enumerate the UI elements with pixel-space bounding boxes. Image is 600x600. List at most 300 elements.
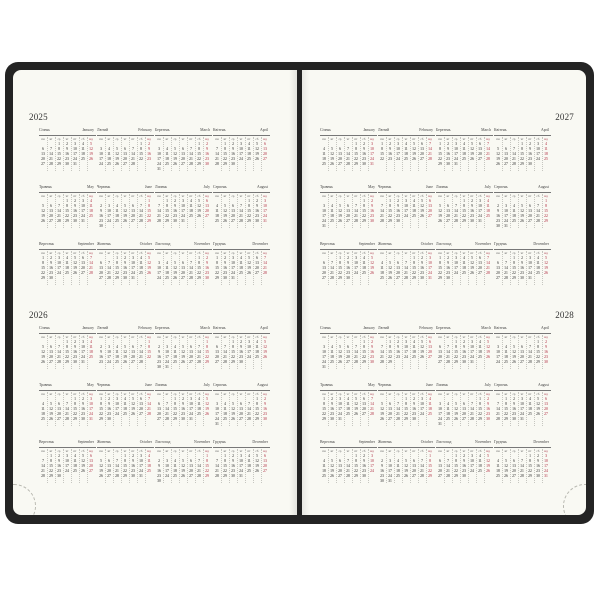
day-cell: 14 [504, 266, 508, 270]
day-cell: 4 [224, 402, 226, 406]
weekday-label: пн [99, 449, 103, 453]
weekday-label: чт [65, 449, 69, 453]
day-cell: 13 [338, 464, 342, 468]
day-cell: 4 [248, 142, 250, 146]
day-cell: 8 [42, 261, 44, 265]
weekday-label: пт [131, 251, 135, 255]
day-cell: 10 [73, 147, 77, 151]
day-cell: 10 [370, 459, 374, 463]
day-cell: 14 [41, 464, 45, 468]
day-cell: 7 [90, 256, 92, 260]
weekday-label: ср [173, 392, 177, 396]
day-cell: 1 [323, 397, 325, 401]
day-cell: 6 [206, 199, 208, 203]
day-cell: 23 [362, 157, 366, 161]
day-cell: 7 [58, 204, 60, 208]
day-cell: 24 [139, 469, 143, 473]
day-cell: 27 [338, 162, 342, 166]
day-cell: 12 [73, 261, 77, 265]
day-cell: 26 [41, 219, 45, 223]
weekday-label: пт [131, 392, 135, 396]
weekday-label: сб [255, 251, 259, 255]
day-cell: 1 [74, 397, 76, 401]
day-cell: 26 [496, 162, 500, 166]
day-cell: 26 [420, 214, 424, 218]
day-cell: 7 [140, 204, 142, 208]
day-cell: 1 [463, 199, 465, 203]
day-cell: 26 [89, 157, 93, 161]
weekday-label: сб [362, 137, 366, 141]
day-cell: 17 [239, 152, 243, 156]
day-cell: 9 [58, 459, 60, 463]
day-cell: 30 [362, 162, 366, 166]
day-cell: 4 [513, 204, 515, 208]
day-cell: 9 [363, 147, 365, 151]
day-cell: 19 [338, 355, 342, 359]
day-cell: 14 [139, 209, 143, 213]
day-cell: 22 [223, 469, 227, 473]
day-cell: 14 [107, 266, 111, 270]
month-name-en: May [87, 383, 94, 387]
day-cell: 22 [454, 469, 458, 473]
day-cell: 23 [99, 360, 103, 364]
day-cell: 6 [132, 345, 134, 349]
day-cell: 1 [216, 256, 218, 260]
day-cell: 4 [363, 256, 365, 260]
day-cell: 27 [428, 355, 432, 359]
day-cell: 24 [338, 412, 342, 416]
day-cell: 13 [49, 350, 53, 354]
day-cell: 12 [49, 407, 53, 411]
day-cell: 10 [189, 402, 193, 406]
day-cell: 4 [148, 454, 150, 458]
day-cell: 10 [496, 350, 500, 354]
month-header-rule [213, 192, 270, 193]
day-cell: 17 [247, 350, 251, 354]
weekday-label: сб [478, 392, 482, 396]
weekday-label: вт [330, 137, 334, 141]
month-september [39, 440, 97, 484]
day-cell: 18 [65, 266, 69, 270]
day-cell: 6 [439, 459, 441, 463]
weekday-label: вт [388, 251, 392, 255]
weekday-label: сб [197, 449, 201, 453]
weekday-label: пн [99, 251, 103, 255]
day-cell: 15 [99, 407, 103, 411]
weekday-label: ср [396, 449, 400, 453]
day-cell: 5 [331, 459, 333, 463]
day-cell: 25 [247, 469, 251, 473]
weekday-label: нд [205, 137, 209, 141]
day-cell: 15 [428, 464, 432, 468]
month-october [97, 440, 155, 484]
weekday-label: ср [173, 194, 177, 198]
day-cell: 7 [429, 142, 431, 146]
day-cell: 2 [331, 397, 333, 401]
day-cell: 16 [107, 407, 111, 411]
day-cell: 21 [470, 412, 474, 416]
weekday-label: ср [512, 251, 516, 255]
month-name-uk: Лютий [378, 128, 390, 132]
day-cell: 23 [370, 214, 374, 218]
day-cell: 17 [107, 355, 111, 359]
day-cell: 17 [454, 152, 458, 156]
day-cell: 29 [57, 162, 61, 166]
day-cell: 14 [189, 152, 193, 156]
day-cell: 8 [413, 261, 415, 265]
day-cell: 22 [362, 355, 366, 359]
weekday-label: пт [354, 137, 358, 141]
day-cell: 19 [354, 407, 358, 411]
day-cell: 22 [454, 355, 458, 359]
day-cell: 24 [454, 157, 458, 161]
day-cell: 27 [123, 162, 127, 166]
day-cell: 20 [189, 469, 193, 473]
day-cell: 27 [81, 271, 85, 275]
day-cell: 16 [346, 266, 350, 270]
day-cell: 31 [338, 417, 342, 421]
month-header-rule [39, 333, 96, 334]
weekday-label: вт [107, 194, 111, 198]
day-cell: 9 [381, 464, 383, 468]
day-cell: 29 [478, 417, 482, 421]
day-cell: 1 [363, 199, 365, 203]
month-name-en: June [426, 383, 433, 387]
day-cell: 28 [486, 157, 490, 161]
day-cell: 10 [388, 464, 392, 468]
day-cell: 17 [428, 266, 432, 270]
day-cell: 8 [339, 261, 341, 265]
day-cell: 16 [231, 464, 235, 468]
day-cell: 2 [58, 454, 60, 458]
day-cell: 24 [536, 157, 540, 161]
day-cell: 23 [157, 474, 161, 478]
day-cell: 19 [420, 350, 424, 354]
weekday-label: ср [454, 137, 458, 141]
day-cell: 14 [486, 147, 490, 151]
day-cell: 2 [447, 142, 449, 146]
day-cell: 16 [263, 407, 267, 411]
weekday-label: чт [462, 137, 466, 141]
day-cell: 17 [496, 355, 500, 359]
day-cell: 30 [362, 474, 366, 478]
weekday-label: сб [536, 335, 540, 339]
weekday-label: ср [231, 194, 235, 198]
day-cell: 23 [205, 157, 209, 161]
day-cell: 9 [421, 261, 423, 265]
day-cell: 7 [505, 261, 507, 265]
weekday-label: чт [520, 251, 524, 255]
day-cell: 6 [439, 345, 441, 349]
day-cell: 26 [41, 360, 45, 364]
day-cell: 10 [354, 261, 358, 265]
day-cell: 25 [536, 271, 540, 275]
day-cell: 5 [339, 204, 341, 208]
day-cell: 11 [107, 152, 111, 156]
month-october [378, 242, 436, 286]
month-march [155, 326, 213, 370]
day-cell: 12 [247, 261, 251, 265]
day-cell: 22 [380, 157, 384, 161]
day-cell: 3 [439, 402, 441, 406]
day-cell: 18 [380, 271, 384, 275]
month-header-rule [320, 249, 377, 250]
month-name-uk: Листопад [155, 440, 171, 444]
weekday-label: пн [157, 194, 161, 198]
day-cell: 16 [157, 469, 161, 473]
day-cell: 19 [173, 157, 177, 161]
day-cell: 26 [486, 355, 490, 359]
month-header [436, 383, 494, 390]
day-cell: 5 [339, 345, 341, 349]
day-cell: 24 [81, 355, 85, 359]
day-cell: 28 [346, 162, 350, 166]
day-cell: 31 [181, 219, 185, 223]
day-cell: 13 [131, 350, 135, 354]
day-cell: 2 [158, 459, 160, 463]
month-july [155, 185, 213, 229]
day-cell: 1 [116, 256, 118, 260]
day-cell: 4 [479, 454, 481, 458]
day-cell: 30 [49, 276, 53, 280]
day-cell: 5 [232, 402, 234, 406]
month-name-en: December [533, 440, 549, 444]
day-cell: 25 [380, 276, 384, 280]
day-cell: 8 [405, 402, 407, 406]
day-cell: 12 [41, 209, 45, 213]
weekday-label: сб [255, 449, 259, 453]
day-cell: 9 [158, 464, 160, 468]
day-cell: 14 [520, 464, 524, 468]
weekday-label: нд [263, 194, 267, 198]
day-cell: 12 [205, 402, 209, 406]
weekday-label: чт [520, 449, 524, 453]
day-cell: 25 [404, 157, 408, 161]
day-cell: 30 [123, 276, 127, 280]
day-cell: 17 [354, 266, 358, 270]
weekday-label: нд [428, 449, 432, 453]
day-cell: 18 [73, 464, 77, 468]
day-cell: 15 [147, 350, 151, 354]
day-cell: 17 [470, 464, 474, 468]
day-cell: 13 [181, 266, 185, 270]
day-cell: 20 [157, 412, 161, 416]
day-cell: 26 [223, 219, 227, 223]
day-cell: 12 [263, 345, 267, 349]
day-cell: 8 [58, 147, 60, 151]
day-cell: 4 [256, 340, 258, 344]
day-cell: 6 [42, 147, 44, 151]
day-cell: 3 [100, 147, 102, 151]
weekday-label: нд [263, 392, 267, 396]
day-cell: 9 [371, 345, 373, 349]
day-cell: 22 [231, 355, 235, 359]
month-header [494, 185, 552, 192]
day-cell: 5 [413, 142, 415, 146]
month-header [155, 242, 213, 249]
day-cell: 29 [49, 474, 53, 478]
day-cell: 3 [405, 199, 407, 203]
weekday-label: вт [49, 137, 53, 141]
weekday-label: вт [223, 335, 227, 339]
month-header [97, 128, 155, 135]
day-cell: 1 [439, 256, 441, 260]
month-header [39, 185, 97, 192]
month-header [213, 185, 271, 192]
weekday-label: ср [338, 335, 342, 339]
day-cell: 8 [140, 147, 142, 151]
day-cell: 3 [90, 397, 92, 401]
day-cell: 17 [388, 469, 392, 473]
weekday-label: вт [165, 392, 169, 396]
day-cell: 21 [446, 355, 450, 359]
day-cell: 2 [421, 256, 423, 260]
month-header-rule [494, 390, 551, 391]
day-cell: 20 [478, 266, 482, 270]
weekday-label: нд [428, 137, 432, 141]
day-cell: 4 [347, 397, 349, 401]
day-cell: 8 [529, 459, 531, 463]
day-cell: 23 [223, 271, 227, 275]
month-header-rule [155, 135, 212, 136]
day-cell: 21 [263, 266, 267, 270]
weekday-label: чт [123, 449, 127, 453]
day-cell: 20 [504, 157, 508, 161]
weekday-label: сб [81, 449, 85, 453]
month-header-rule [213, 390, 270, 391]
day-cell: 12 [486, 459, 490, 463]
day-cell: 30 [157, 479, 161, 483]
day-cell: 22 [139, 157, 143, 161]
weekday-label: пн [157, 137, 161, 141]
weekday-label: чт [346, 335, 350, 339]
day-cell: 4 [216, 204, 218, 208]
day-cell: 21 [396, 412, 400, 416]
day-cell: 19 [181, 355, 185, 359]
day-cell: 11 [65, 261, 69, 265]
day-cell: 9 [347, 261, 349, 265]
day-cell: 14 [346, 464, 350, 468]
day-cell: 25 [330, 219, 334, 223]
day-cell: 25 [81, 157, 85, 161]
day-cell: 11 [544, 147, 548, 151]
day-cell: 4 [505, 345, 507, 349]
weekday-label: чт [239, 137, 243, 141]
day-cell: 16 [470, 209, 474, 213]
day-cell: 3 [339, 397, 341, 401]
day-cell: 18 [139, 266, 143, 270]
day-cell: 17 [239, 464, 243, 468]
day-cell: 18 [173, 469, 177, 473]
day-cell: 27 [420, 157, 424, 161]
weekday-label: пн [380, 251, 384, 255]
day-cell: 7 [58, 345, 60, 349]
day-cell: 21 [330, 271, 334, 275]
day-cell: 21 [107, 271, 111, 275]
day-cell: 18 [247, 464, 251, 468]
day-cell: 11 [239, 261, 243, 265]
day-cell: 18 [428, 407, 432, 411]
weekday-label: сб [478, 194, 482, 198]
day-cell: 14 [512, 152, 516, 156]
day-cell: 22 [438, 157, 442, 161]
day-cell: 16 [362, 464, 366, 468]
day-cell: 1 [224, 142, 226, 146]
weekday-label: чт [239, 449, 243, 453]
day-cell: 12 [197, 204, 201, 208]
day-cell: 9 [50, 261, 52, 265]
weekday-label: нд [205, 392, 209, 396]
day-cell: 29 [512, 276, 516, 280]
weekday-label: вт [223, 137, 227, 141]
month-name-uk: Грудень [213, 242, 226, 246]
day-cell: 18 [478, 350, 482, 354]
day-cell: 5 [148, 256, 150, 260]
weekday-label: чт [65, 335, 69, 339]
day-cell: 11 [362, 261, 366, 265]
day-cell: 10 [454, 261, 458, 265]
day-cell: 8 [216, 261, 218, 265]
day-cell: 9 [174, 204, 176, 208]
day-cell: 2 [347, 256, 349, 260]
day-cell: 23 [528, 157, 532, 161]
month-november [155, 440, 213, 484]
day-cell: 25 [65, 271, 69, 275]
day-cell: 18 [123, 407, 127, 411]
weekday-label: ср [115, 392, 119, 396]
day-cell: 7 [381, 204, 383, 208]
day-cell: 13 [89, 459, 93, 463]
day-cell: 6 [323, 261, 325, 265]
weekday-label: чт [462, 194, 466, 198]
day-cell: 11 [173, 350, 177, 354]
day-cell: 14 [470, 407, 474, 411]
day-cell: 4 [90, 199, 92, 203]
month-header-rule [320, 447, 377, 448]
day-cell: 25 [89, 214, 93, 218]
weekday-label: нд [370, 392, 374, 396]
day-cell: 7 [158, 204, 160, 208]
month-april [494, 128, 552, 172]
day-cell: 7 [447, 459, 449, 463]
day-cell: 25 [147, 469, 151, 473]
day-cell: 29 [99, 417, 103, 421]
day-cell: 16 [330, 407, 334, 411]
weekday-label: пт [528, 335, 532, 339]
day-cell: 1 [521, 142, 523, 146]
day-cell: 30 [512, 417, 516, 421]
day-cell: 15 [139, 152, 143, 156]
day-cell: 17 [454, 266, 458, 270]
day-cell: 29 [536, 360, 540, 364]
day-cell: 24 [404, 355, 408, 359]
day-cell: 9 [232, 147, 234, 151]
day-cell: 4 [397, 459, 399, 463]
day-cell: 15 [165, 209, 169, 213]
weekday-label: ср [57, 449, 61, 453]
day-cell: 15 [544, 209, 548, 213]
day-cell: 31 [388, 479, 392, 483]
weekday-label: вт [504, 251, 508, 255]
weekday-label: нд [544, 137, 548, 141]
day-cell: 5 [90, 142, 92, 146]
day-cell: 22 [247, 214, 251, 218]
day-cell: 14 [215, 152, 219, 156]
month-header-rule [436, 249, 493, 250]
day-cell: 22 [73, 412, 77, 416]
month-header-rule [378, 447, 435, 448]
day-cell: 4 [413, 340, 415, 344]
